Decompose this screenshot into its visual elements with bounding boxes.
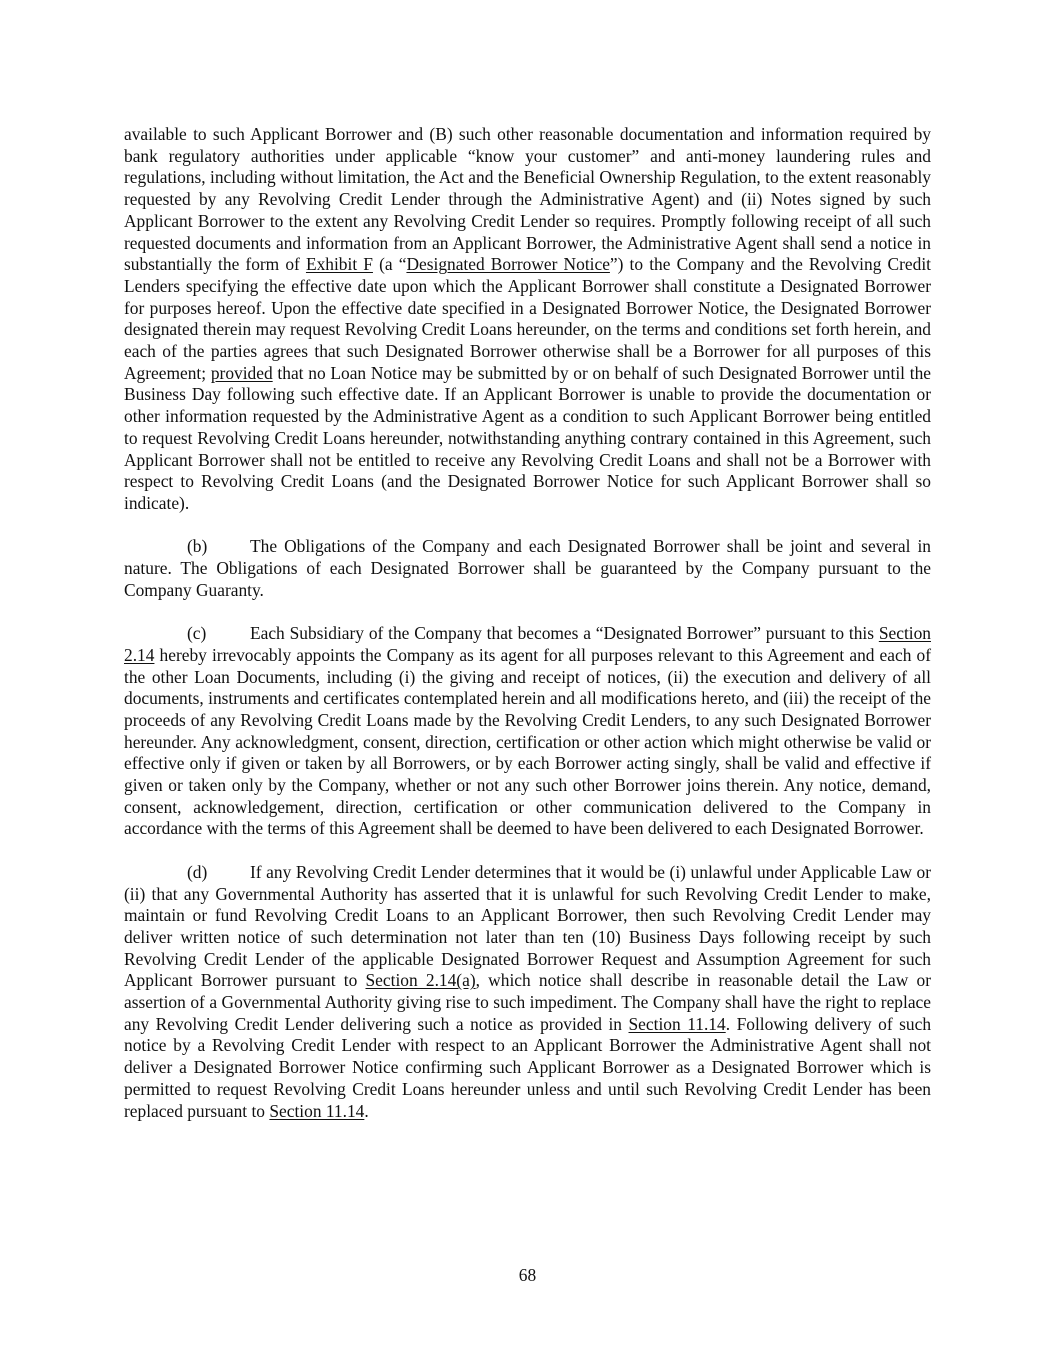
para-d-text-2: , which notice shall describe in reasonable detail the Law or assertion of a Governmental Authority giving rise to such impediment. The Company shall have the right to replace any Revolving Credit Lender delivering such a notice as provided in [124, 970, 932, 1034]
para-a-text-2: (a “ [372, 254, 407, 275]
paragraph-a-continued [124, 124, 931, 515]
paragraph-d-label: (d) [187, 861, 208, 882]
paragraph-b-label: (b) [187, 536, 208, 557]
para-b-text-1: The Obligations of the Company and each Designated Borrower shall be joint and several in nature. The Obligations of each Designated Borrower shall be guaranteed by the Company pursuant to the Company Guaranty. [124, 536, 931, 600]
page-number: 68 [518, 1265, 537, 1285]
paragraph-c [124, 623, 931, 840]
para-c-text-2: hereby irrevocably appoints the Company as its agent for all purposes relevant to this Agreement and each of the other Loan Documents, including (i) the giving and receipt of notices, (ii) the execution and delivery of all documents, instruments and certificates contemplated herein and all modifications hereto, and (iii) the receipt of the proceeds of any Revolving Credit Loans made by the Revolving Credit Lenders, to any such Designated Borrower hereunder. Any acknowledgment, consent, direction, certification or other action which might otherwise be valid or effective only if given or taken by all Borrowers, or by each Borrower acting singly, shall be valid and effective if given or taken only by the Company, whether or not any such other Borrower joins therein. Any notice, demand, consent, acknowledgement, direction, certification or other communication delivered to the Company in accordance with the terms of this Agreement shall be deemed to have been delivered to each Designated Borrower. [124, 644, 931, 839]
document-body [124, 124, 931, 1144]
paragraph-d [124, 862, 931, 1122]
paragraph-b [124, 536, 931, 601]
section-11-14-reference: Section 11.14 [628, 1013, 726, 1034]
designated-borrower-notice-term: Designated Borrower Notice [406, 254, 610, 275]
paragraph-c-label: (c) [187, 623, 207, 644]
section-2-14-a-reference: Section 2.14(a) [365, 970, 476, 991]
section-11-14-reference-2: Section 11.14 [269, 1100, 365, 1121]
para-a-text-1: available to such Applicant Borrower and (B) such other reasonable documentation and information required by bank regulatory authorities under applicable “know your customer” and anti-money laundering rules and regulations, including without limitation, the Act and the Beneficial Ownership Regulation, to the extent reasonably requested by any Revolving Credit Lender through the Administrative Agent) and (ii) Notes signed by such Applicant Borrower to the extent any Revolving Credit Lender so requires. Promptly following receipt of all such requested documents and information from an Applicant Borrower, the Administrative Agent shall send a notice in substantially the form of [124, 124, 931, 275]
para-a-text-3: ”) to the Company and the Revolving Credit Lenders specifying the effective date upon which the Applicant Borrower shall constitute a Designated Borrower for purposes hereof. Upon the effective date specified in a Designated Borrower Notice, the Designated Borrower designated therein may request Revolving Credit Loans hereunder, on the terms and conditions set forth herein, and each of the parties agrees that such Designated Borrower otherwise shall be a Borrower for all purposes of this Agreement; [124, 254, 931, 383]
section-2-14-reference: Section 2.14 [124, 623, 931, 665]
para-c-text-1: Each Subsidiary of the Company that becomes a “Designated Borrower” pursuant to this [250, 623, 879, 644]
para-d-text-4: . [364, 1100, 369, 1121]
provided-term: provided [210, 362, 273, 383]
para-d-text-1: If any Revolving Credit Lender determines that it would be (i) unlawful under Applicable Law or (ii) that any Governmental Authority has asserted that it is unlawful for such Revolving Credit Lender to make, maintain or fund Revolving Credit Loans to an Applicant Borrower, then such Revolving Credit Lender may deliver written notice of such determination not later than ten (10) Business Days following receipt by such Revolving Credit Lender of the applicable Designated Borrower Request and Assumption Agreement for such Applicant Borrower pursuant to [124, 861, 931, 991]
para-a-text-4: that no Loan Notice may be submitted by or on behalf of such Designated Borrower until the Business Day following such effective date. If an Applicant Borrower is unable to provide the documentation or other information requested by the Administrative Agent as a condition to such Applicant Borrower being entitled to request Revolving Credit Loans hereunder, notwithstanding anything contrary contained in this Agreement, such Applicant Borrower shall not be entitled to receive any Revolving Credit Loans and shall not be a Borrower with respect to Revolving Credit Loans (and the Designated Borrower Notice for such Applicant Borrower shall so indicate). [124, 362, 931, 513]
exhibit-f-reference: Exhibit F [305, 254, 373, 275]
para-d-text-3: . Following delivery of such notice by a Revolving Credit Lender with respect to an Applicant Borrower the Administrative Agent shall not deliver a Designated Borrower Notice confirming such Applicant Borrower as a Designated Borrower which is permitted to request Revolving Credit Loans hereunder unless and until such Revolving Credit Lender has been replaced pursuant to [124, 1013, 932, 1121]
